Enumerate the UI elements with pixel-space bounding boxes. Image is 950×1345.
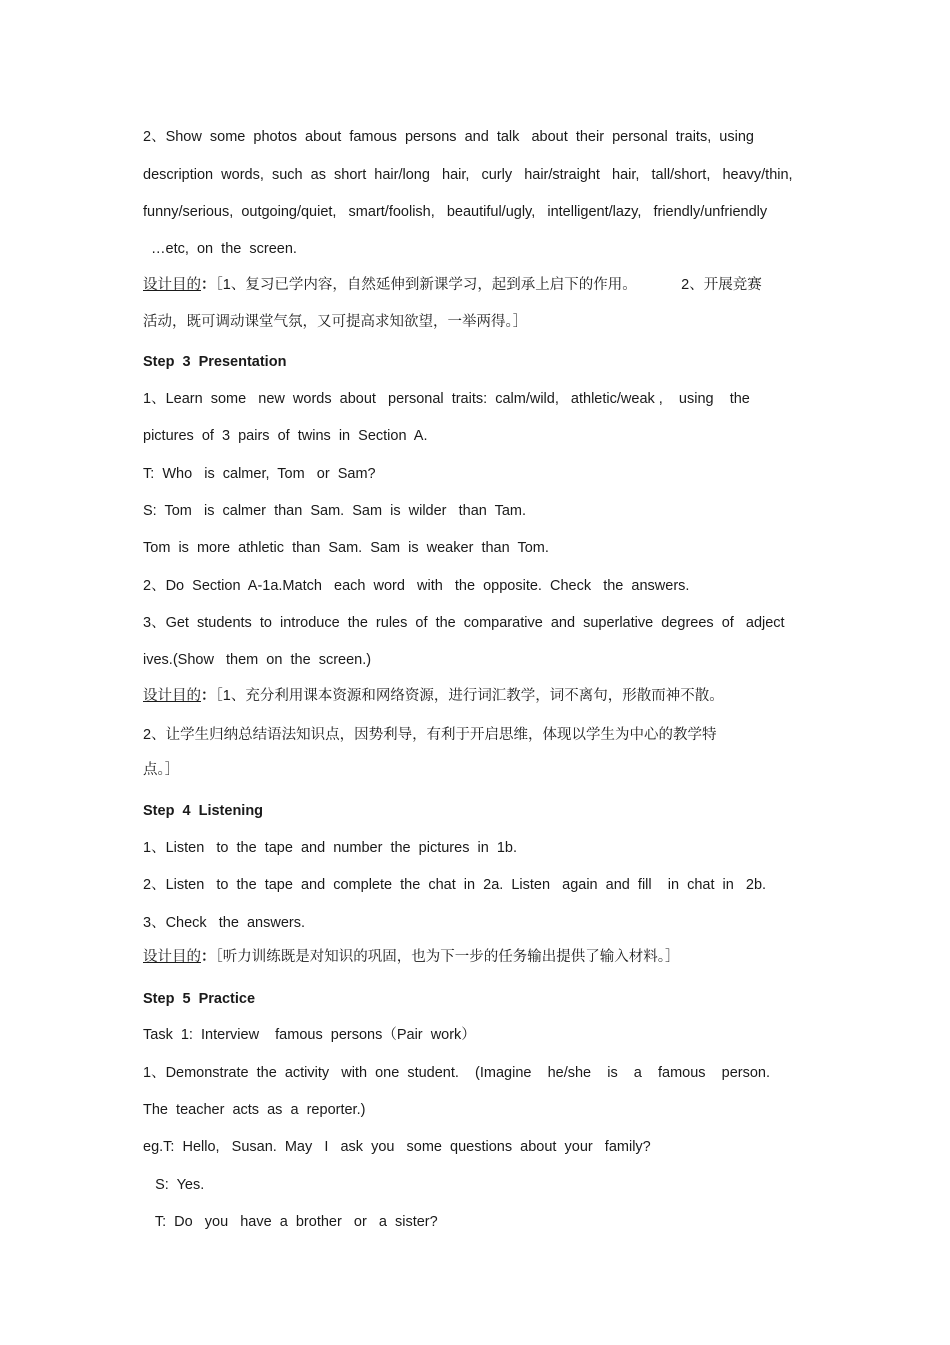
line-traits-list: funny/serious, outgoing/quiet, smart/foolish, beautiful/ugly, intelligent/lazy, friendly/unfriendly	[143, 204, 768, 220]
line-who-calmer: T: Who is calmer, Tom or Sam?	[143, 466, 376, 482]
line-check-answers: 3、Check the answers.	[143, 915, 305, 931]
line-learn-words: 1、Learn some new words about personal traits: calm/wild, athletic/weak , using the	[143, 391, 750, 407]
design-label: 设计目的	[143, 949, 201, 965]
line-listen-complete: 2、Listen to the tape and complete the chat in 2a. Listen again and fill in chat in 2b.	[143, 877, 767, 893]
line-s-yes: S: Yes.	[143, 1177, 205, 1193]
design-text: ［1、充分利用课本资源和网络资源，进行词汇教学，词不离句，形散而神不散。	[215, 688, 724, 704]
line-teacher-reporter: The teacher acts as a reporter.)	[143, 1102, 366, 1118]
line-show-them: ives.(Show them on the screen.)	[143, 652, 372, 668]
design-text: ［1、复习已学内容，自然延伸到新课学习，起到承上启下的作用。 2、开展竞赛	[215, 277, 762, 293]
line-pictures-twins: pictures of 3 pairs of twins in Section A.	[143, 428, 428, 444]
design-purpose-2-cont: 2、让学生归纳总结语法知识点，因势利导，有利于开启思维，体现以学生为中心的教学特	[143, 727, 717, 743]
line-demonstrate: 1、Demonstrate the activity with one student. (Imagine he/she is a famous person.	[143, 1065, 771, 1081]
line-eg-hello: eg.T: Hello, Susan. May I ask you some questions about your family?	[143, 1139, 651, 1155]
design-label: 设计目的	[143, 688, 201, 704]
design-purpose-2	[143, 687, 724, 705]
line-tom-athletic: Tom is more athletic than Sam. Sam is weaker than Tom.	[143, 540, 549, 556]
line-tom-calmer: S: Tom is calmer than Sam. Sam is wilder than Tam.	[143, 503, 527, 519]
design-purpose-1-cont: 活动，既可调动课堂气氛，又可提高求知欲望，一举两得。］	[143, 314, 528, 330]
design-label: 设计目的	[143, 277, 201, 293]
line-do-section: 2、Do Section A-1a.Match each word with the opposite. Check the answers.	[143, 578, 690, 594]
design-purpose-1	[143, 276, 762, 294]
line-show-photos: 2、Show some photos about famous persons and talk about their personal traits, using	[143, 129, 754, 145]
design-text: ［听力训练既是对知识的巩固，也为下一步的任务输出提供了输入材料。］	[215, 949, 680, 965]
line-etc: …etc, on the screen.	[143, 241, 297, 257]
step4-heading: Step 4 Listening	[143, 803, 264, 819]
line-description-words: description words, such as short hair/long hair, curly hair/straight hair, tall/short, heavy/thin,	[143, 167, 793, 183]
line-task1: Task 1: Interview famous persons（Pair work）	[143, 1027, 476, 1043]
step5-heading: Step 5 Practice	[143, 991, 256, 1007]
design-colon: ：	[201, 688, 216, 704]
design-colon: ：	[201, 277, 216, 293]
line-listen-number: 1、Listen to the tape and number the pictures in 1b.	[143, 840, 517, 856]
step3-heading: Step 3 Presentation	[143, 354, 287, 370]
design-purpose-2-end: 点。］	[143, 762, 180, 778]
line-get-students: 3、Get students to introduce the rules of the comparative and superlative degrees of adject	[143, 615, 785, 631]
design-purpose-3	[143, 948, 680, 966]
design-colon: ：	[201, 949, 216, 965]
line-t-brother: T: Do you have a brother or a sister?	[143, 1214, 438, 1230]
